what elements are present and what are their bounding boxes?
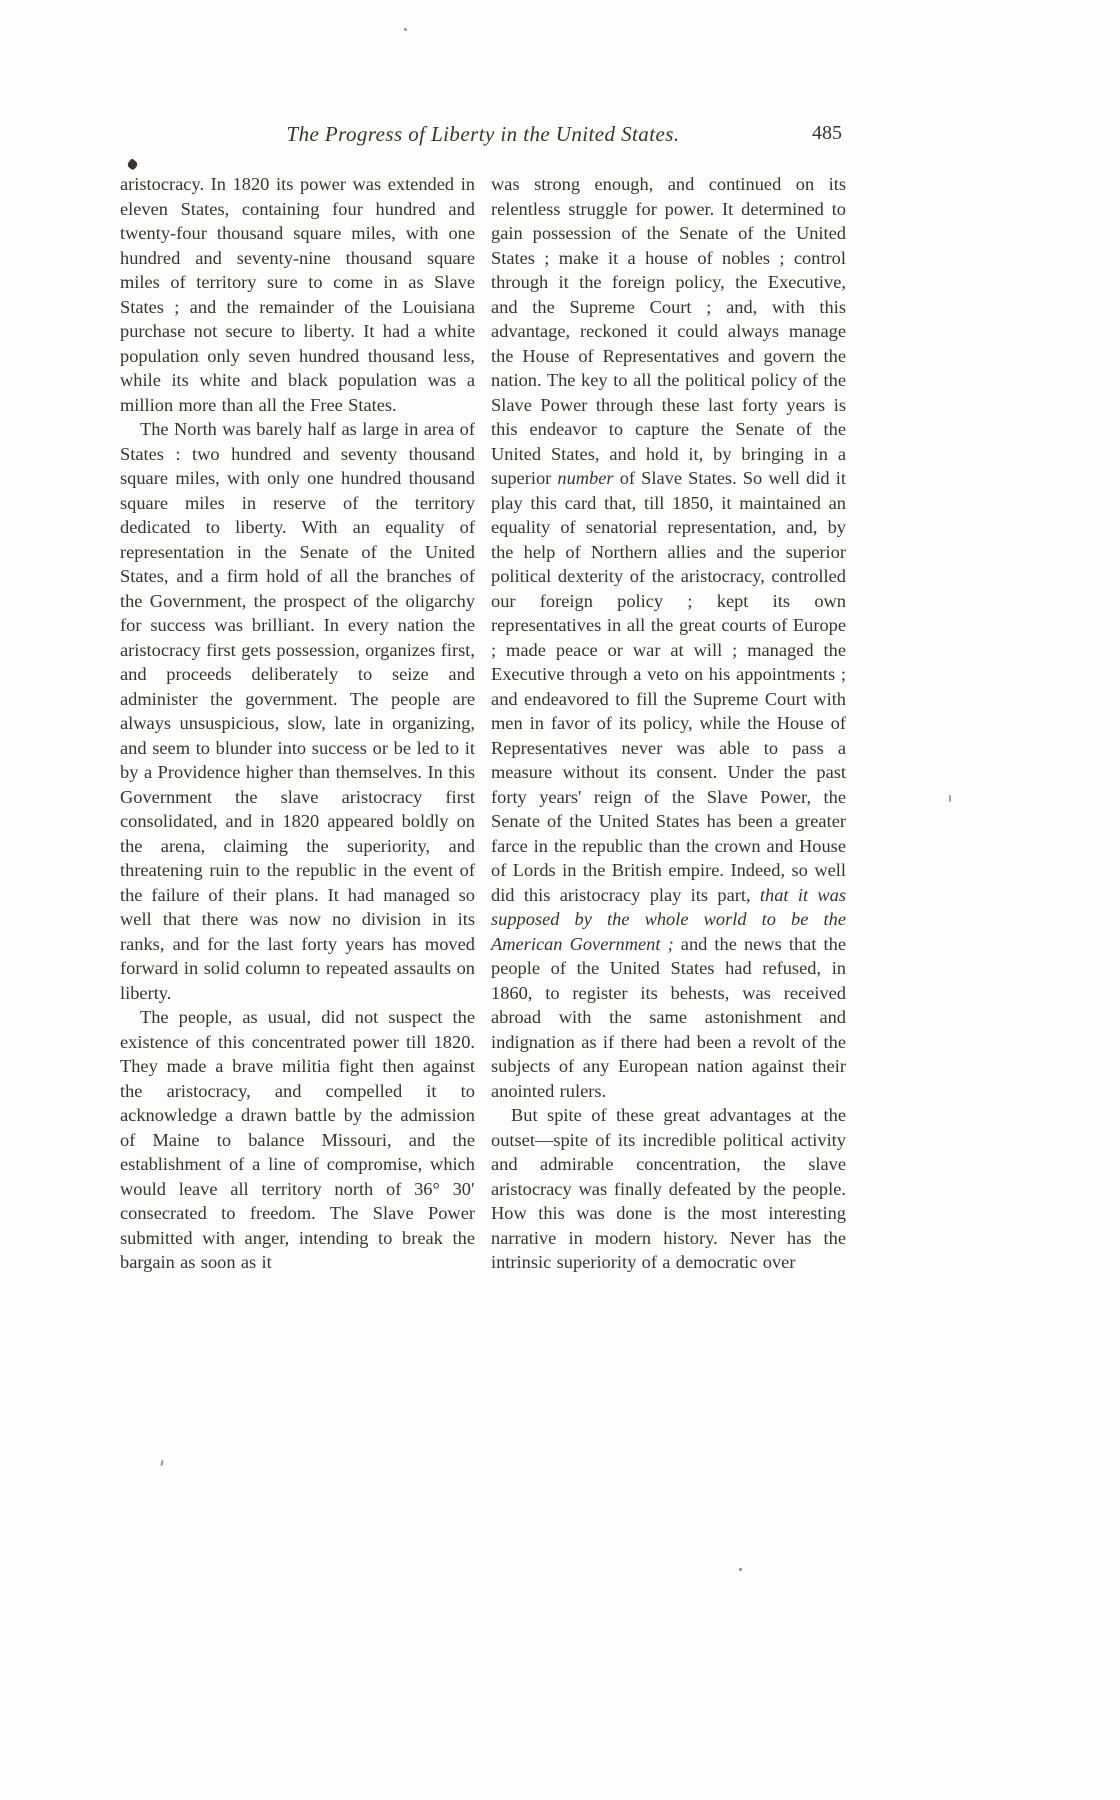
- paragraph: The people, as usual, did not suspect the existence of this concentrated power till 1820. They made a brave militia fight then against the aristocracy, and compelled it to acknowledge a drawn battle by the admission of Maine to balance Missouri, and the establishment of a line of compromise, which would leave all territory north of 36° 30′ consecrated to freedom. The Slave Power submitted with anger, intending to break the bargain as soon as it: [120, 1007, 475, 1272]
- paragraph: But spite of these great advantages at the outset—spite of its incredible political activity and admirable concentration, the slave aristocracy was finally defeated by the people. How this was done is the most interesting narrative in modern history. Never has the intrinsic superiority of a democratic over: [491, 1105, 846, 1272]
- scan-speck: [404, 28, 407, 31]
- scan-speck: [949, 795, 951, 802]
- page-number: 485: [812, 122, 842, 144]
- scan-speck: [160, 1460, 163, 1466]
- text-columns: [120, 172, 846, 1275]
- page-header: [120, 122, 846, 156]
- paragraph: aristocracy. In 1820 its power was extended in eleven States, containing four hundred and twenty-four thousand square miles, with one hundred and seventy-nine thousand square miles of territory sure to come in as Slave States ; and the remainder of the Louisiana purchase not secure to liberty. It had a white population only seven hundred thousand less, while its white and black population was a million more than all the Free States.: [120, 174, 475, 415]
- left-column: [120, 172, 475, 1275]
- right-column: [491, 172, 846, 1275]
- paragraph: The North was barely half as large in area of States : two hundred and seventy thousand square miles, with only one hundred thousand square miles in reserve of the territory dedicated to liberty. With an equality of representation in the Senate of the United States, and a firm hold of all the branches of the Government, the prospect of the oligarchy for success was brilliant. In every nation the aristocracy first gets possession, organizes first, and proceeds deliberately to seize and administer the government. The people are always unsuspicious, slow, late in organizing, and seem to blunder into success or be led to it by a Providence higher than themselves. In this Government the slave aristocracy first consolidated, and in 1820 appeared boldly on the arena, claiming the superiority, and threatening ruin to the republic in the event of the failure of their plans. It had managed so well that there was now no division in its ranks, and for the last forty years has moved forward in solid column to repeated assaults on liberty.: [120, 419, 475, 1003]
- paragraph: was strong enough, and continued on its relentless struggle for power. It determined to gain possession of the Senate of the United States ; make it a house of nobles ; control through it the foreign policy, the Executive, and the Supreme Court ; and, with this advantage, reckoned it could always manage the House of Representatives and govern the nation. The key to all the political policy of the Slave Power through these last forty years is this endeavor to capture the Senate of the United States, and hold it, by bringing in a superior number of Slave States. So well did it play this card that, till 1850, it maintained an equality of senatorial representation, and, by the help of Northern allies and the superior political dexterity of the aristocracy, controlled our foreign policy ; kept its own representatives in all the great courts of Europe ; made peace or war at will ; managed the Executive through a veto on his appointments ; and endeavored to fill the Supreme Court with men in favor of its policy, while the House of Representatives never was able to pass a measure without its consent. Under the past forty years' reign of the Slave Power, the Senate of the United States has been a greater farce in the republic than the crown and House of Lords in the British empire. Indeed, so well did this aristocracy play its part, that it was supposed by the whole world to be the American Government ; and the news that the people of the United States had refused, in 1860, to register its behests, was received abroad with the same astonishment and indignation as if there had been a revolt of the subjects of any European nation against their anointed rulers.: [491, 174, 846, 1101]
- scan-speck: [739, 1568, 742, 1571]
- page-content: [120, 122, 846, 1275]
- running-title: The Progress of Liberty in the United States.: [286, 122, 680, 146]
